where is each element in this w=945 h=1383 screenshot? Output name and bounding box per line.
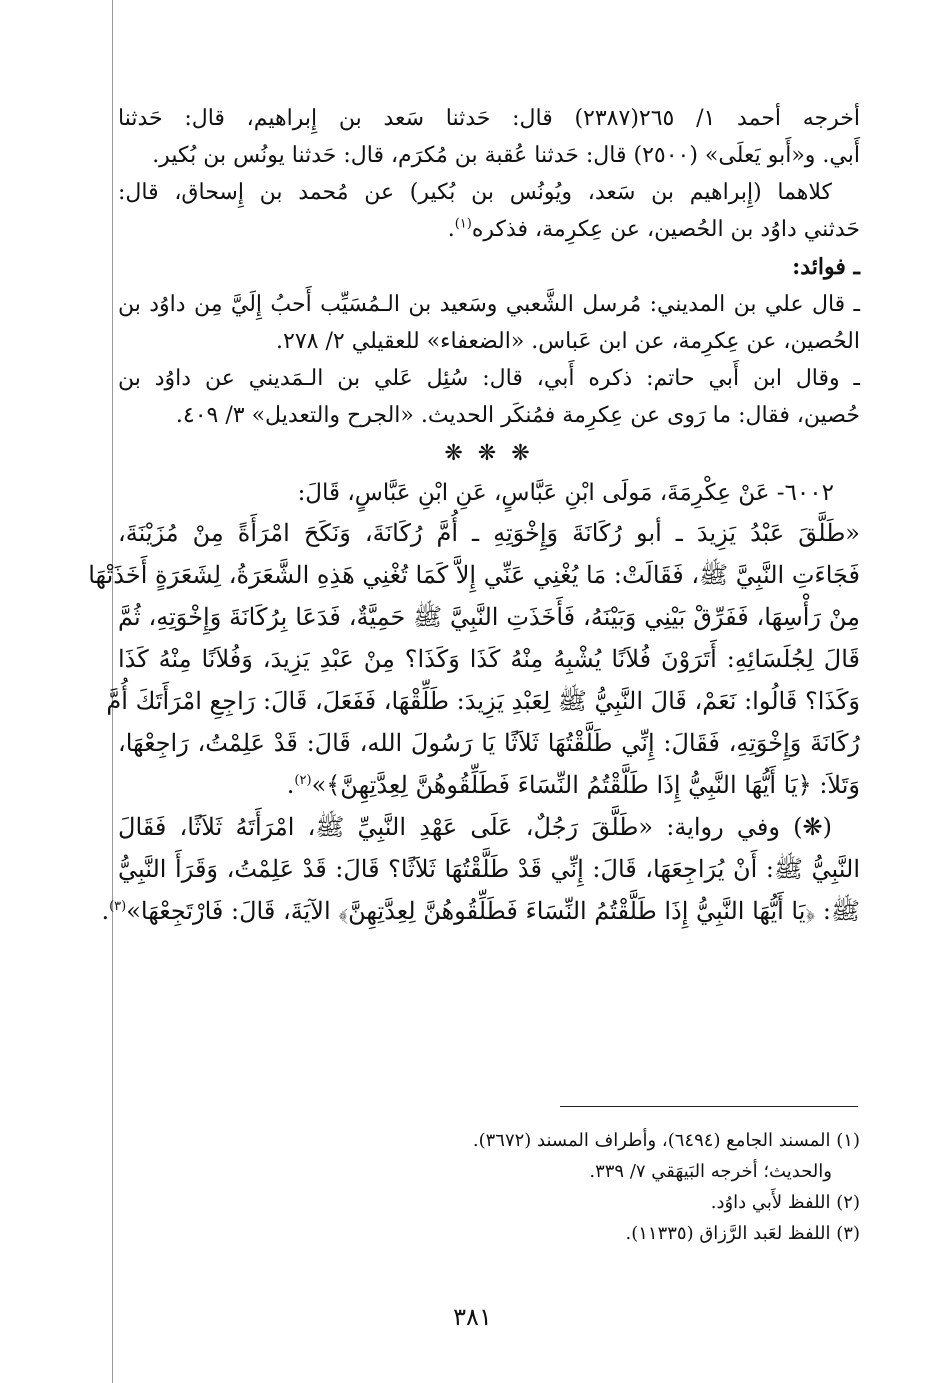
kilahuma-paragraph [118, 174, 860, 248]
footnotes [300, 1125, 860, 1249]
hadith-text [88, 512, 860, 806]
punctuation: . [286, 771, 295, 799]
text-line: ـ قال علي بن المديني: مُرسل الشَّعبي وسَعيد بن الـمُسَيِّب أَحبُ إِلَيَّ مِن داوُد بن [118, 292, 860, 317]
footnote-1-continued: والحديث؛ أخرجه البَيهَقي ٧/ ٣٣٩. [589, 1161, 832, 1182]
text-segment: وَتَلاَ: ﴿يَا أَيُّهَا النَّبِيُّ إِذَا طَلَّقْتُمُ النِّسَاءَ فَطَلِّقُوهُنَّ لِعِدَّتِهِنَّ﴾» [311, 771, 860, 799]
text-line: أَبي. و«أَبو يَعلَى» (٢٥٠٠) قال: حَدثنا عُقبة بن مُكرَم، قال: حَدثنا يونُس بن بُكير. [152, 143, 860, 168]
riwaya-line: (❋) وفي رواية: «طَلَّقَ رَجُلٌ، عَلَى عَهْدِ النَّبِيِّ ﷺ، امْرَأَتَهُ ثَلاَثًا، فَقَالَ [118, 813, 832, 841]
footnote-ref[interactable]: (١) [454, 216, 472, 232]
punctuation: . [101, 897, 110, 925]
page-body [88, 100, 860, 932]
text-segment: حَدثني داوُد بن الحُصين، عن عِكرِمة، فذكره [471, 217, 860, 242]
section-separator: ❋ ❋ ❋ [444, 441, 534, 466]
text-line: ـ وقال ابن أَبي حاتم: ذكره أَبي، قال: سُئِل عَلي بن الـمَديني عن داوُد بن [118, 366, 860, 391]
hadith-line: «طَلَّقَ عَبْدُ يَزِيدَ ـ أبو رُكَانَةَ وَإِخْوَتِهِ ـ أُمَّ رُكَانَةَ، وَنَكَحَ امْرَأَةً مِنْ مُزَيْنَةَ، [118, 519, 860, 547]
text-line: حُصين، فقال: ما رَوى عن عِكرِمة فمُنكَر الحديث. «الجرح والتعديل» ٣/ ٤٠٩. [175, 403, 860, 428]
punctuation: . [447, 217, 455, 242]
page-number: ٣٨١ [453, 1303, 492, 1331]
hadith-line: قَالَ لِجُلَسَائِهِ: أَتَرَوْنَ فُلاَنًا يُشْبِهُ مِنْهُ كَذَا وَكَذَا؟ مِنْ عَبْدِ يَزِيدَ، وَفُلاَنًا مِنْهُ كَذَا [118, 645, 860, 673]
text-line: أخرجه أحمد ١/ ٢٦٥(٢٣٨٧) قال: حَدثنا سَعد بن إِبراهيم، قال: حَدثنا [118, 106, 860, 131]
text-line: الحُصين، عن عِكرِمة، عن ابن عَباس. «الضعفاء» للعقيلي ٢/ ٢٧٨. [276, 329, 860, 354]
fawaid-item-2 [118, 360, 860, 434]
takhrij-paragraph [118, 100, 860, 174]
riwaya-text [101, 806, 860, 932]
hadith-line: مِنْ رَأْسِهَا، فَفَرِّقْ بَيْنِي وَبَيْنَهُ، فَأَخَذَتِ النَّبِيَّ ﷺ حَمِيَّةٌ، فَدَعَا بِرُكَانَةَ وَإِخْوَتِهِ، ثُمَّ [118, 603, 860, 631]
footnote-2: (٢) اللفظ لأَبي داوُد. [710, 1192, 860, 1213]
text-line: كلاهما (إِبراهيم بن سَعد، ويُونُس بن بُكير) عن مُحمد بن إِسحاق، قال: [118, 180, 832, 205]
riwaya-line: النَّبِيُّ ﷺ: أَنْ يُرَاجِعَهَا، قَالَ: إِنِّي قَدْ طَلَّقْتُهَا ثَلاَثًا؟ قَالَ: قَدْ عَلِمْتُ، وَقَرَأَ النَّبِيُّ [118, 855, 860, 883]
footnote-1: (١) المسند الجامع (٦٤٩٤)، وأطراف المسند (٣٦٧٢). [472, 1130, 860, 1151]
hadith-line [118, 764, 860, 806]
footnote-divider [560, 1106, 858, 1107]
hadith-line: رُكَانَةَ وَإِخْوَتِهِ، فَقَالَ: إِنِّي طَلَّقْتُهَا ثَلاَثًا يَا رَسُولَ الله، قَالَ: قَدْ عَلِمْتُ، رَاجِعْهَا، [118, 729, 860, 757]
hadith-line: فَجَاءَتِ النَّبِيَّ ﷺ، فَقَالَتْ: مَا يُغْنِي عَنِّي إِلاَّ كَمَا تُغْنِي هَذِهِ الشَّعَرَةُ، لِشَعَرَةٍ أَخَذَتْهَا [88, 561, 860, 589]
riwaya-line [101, 890, 860, 932]
fawaid-heading: ـ فوائد: [792, 254, 860, 280]
footnote-ref[interactable]: (٣) [109, 899, 127, 914]
footnote-ref[interactable]: (٢) [294, 773, 312, 788]
footnote-3: (٣) اللفظ لعَبد الرَّزاق (١١٣٣٥). [625, 1223, 860, 1244]
text-line [118, 211, 860, 248]
hadith-header: ٦٠٠٢- عَنْ عِكْرِمَةَ، مَولَى ابْنِ عَبَّاسٍ، عَنِ ابْنِ عَبَّاسٍ، قَالَ: [297, 480, 834, 506]
text-segment: ﷺ: ﴿يَا أَيُّهَا النَّبِيُّ إِذَا طَلَّقْتُمُ النِّسَاءَ فَطَلِّقُوهُنَّ لِعِدَّتِهِنَّ﴾ الآيَةَ، قَالَ: فَارْتَجِعْهَا» [126, 897, 860, 925]
hadith-line: وَكَذَا؟ قَالُوا: نَعَمْ، قَالَ النَّبِيُّ ﷺ لِعَبْدِ يَزِيدَ: طَلِّقْهَا، فَفَعَلَ، قَالَ: رَاجِعِ امْرَأَتَكَ أُمَّ [106, 687, 860, 715]
fawaid-item-1 [118, 286, 860, 360]
